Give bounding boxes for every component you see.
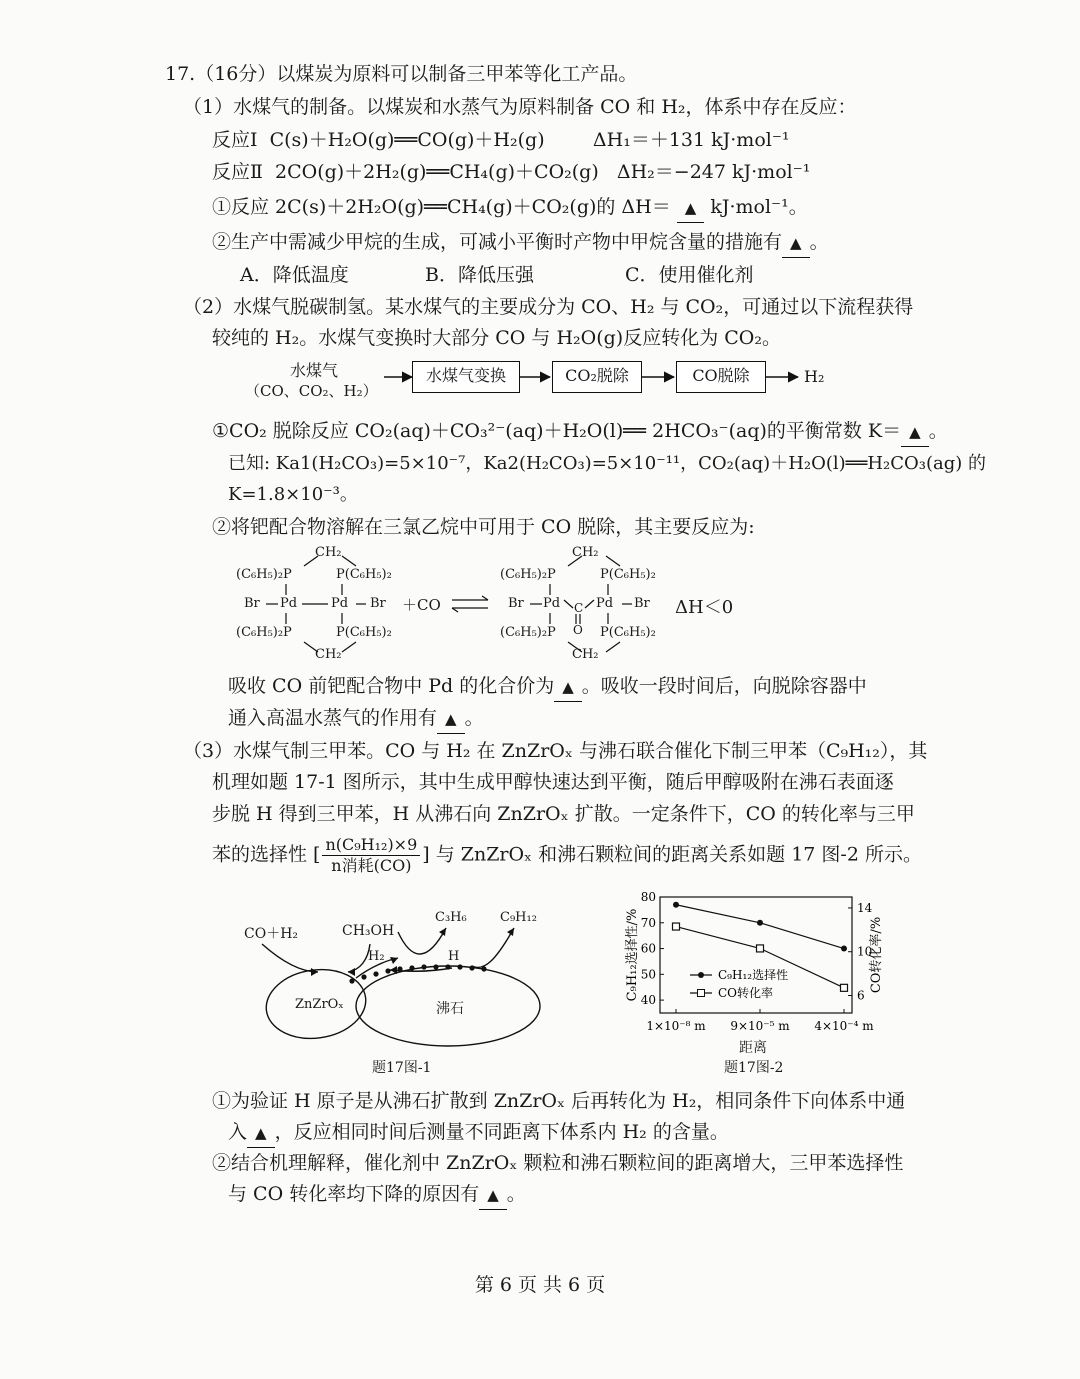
- question-3-1-a: ①为验证 H 原子是从沸石扩散到 ZnZrOₓ 后再转化为 H₂，相同条件下向体系中通: [212, 1090, 906, 1112]
- answer-blank[interactable]: ▲: [901, 418, 929, 447]
- flow-source-1: 水煤气: [290, 361, 339, 380]
- flow-source-2: （CO、CO₂、H₂）: [245, 382, 378, 400]
- option-b: B．降低压强: [425, 264, 534, 286]
- option-a: A．降低温度: [240, 264, 349, 286]
- left-tick-label: 80: [640, 890, 656, 904]
- br-right-2: Br: [634, 596, 650, 611]
- question-2-1-given-k: K=1.8×10⁻³。: [228, 484, 358, 505]
- q1-1-unit: kJ·mol⁻¹。: [710, 196, 808, 218]
- label-zeolite: 沸石: [436, 1001, 464, 1017]
- pd-right-2: Pd: [596, 596, 614, 611]
- flow-step-co2-removal: CO₂脱除: [552, 361, 642, 393]
- q2-2c-text: 通入高温水蒸气的作用有: [228, 707, 438, 729]
- series-point: [757, 920, 763, 926]
- q2-1-end: 。: [928, 420, 948, 442]
- series-line-0: [676, 905, 844, 949]
- label-znzrox: ZnZrOₓ: [295, 997, 344, 1012]
- ligand-right-bottom: P(C₆H₅)₂: [336, 625, 392, 640]
- series-point: [757, 945, 764, 952]
- label-c3h6: C₃H₆: [435, 910, 467, 925]
- label-co-h2: CO＋H₂: [244, 926, 299, 942]
- left-tick-label: 50: [640, 967, 656, 982]
- left-axis-label: C₉H₁₂选择性/%: [625, 908, 640, 1002]
- ch2-top-left: CH₂: [315, 545, 342, 560]
- q2-2b-text: 吸收 CO 前钯配合物中 Pd 的化合价为: [228, 675, 555, 697]
- legend-label: CO转化率: [718, 986, 774, 1000]
- series-point: [673, 902, 679, 908]
- ch2-bottom-right: CH₂: [572, 647, 599, 662]
- p3-line4-a: 苯的选择性 [: [212, 843, 321, 866]
- ligand-left-top-r: (C₆H₅)₂P: [500, 567, 556, 582]
- answer-blank[interactable]: ▲: [479, 1181, 507, 1210]
- part2-intro-1: （2）水煤气脱碳制氢。某水煤气的主要成分为 CO、H₂ 与 CO₂，可通过以下流程获得: [183, 296, 914, 318]
- q1-2-text: ②生产中需减少甲烷的生成，可减小平衡时产物中甲烷含量的措施有: [212, 231, 783, 253]
- fraction-numerator: n(C₉H₁₂)×9: [322, 835, 420, 856]
- q3-1b-text: 入: [228, 1121, 248, 1143]
- label-h: H: [448, 949, 460, 964]
- pd-left-1: Pd: [280, 596, 298, 611]
- legend-marker: [698, 990, 705, 997]
- answer-blank[interactable]: ▲: [677, 194, 705, 223]
- q1-2-end: 。: [809, 231, 829, 253]
- question-3-1-b: [228, 1118, 729, 1148]
- part1-intro: （1）水煤气的制备。以煤炭和水蒸气为原料制备 CO 和 H₂，体系中存在反应：: [183, 96, 857, 118]
- br-left-2: Br: [370, 596, 386, 611]
- x-tick-label: 9×10⁻⁵ m: [730, 1019, 790, 1033]
- legend-label: C₉H₁₂选择性: [718, 968, 789, 982]
- ligand-left-bottom-r: (C₆H₅)₂P: [500, 625, 556, 640]
- reaction-2: 反应Ⅱ 2CO(g)＋2H₂(g)══CH₄(g)＋CO₂(g) ΔH₂＝−247 kJ·mol⁻¹: [212, 161, 811, 183]
- br-right-1: Br: [508, 596, 524, 611]
- part3-line-3: 步脱 H 得到三甲苯，H 从沸石向 ZnZrOₓ 扩散。一定条件下，CO 的转化率与三甲: [212, 803, 915, 825]
- series-point: [673, 923, 680, 930]
- answer-blank[interactable]: ▲: [554, 673, 582, 702]
- q3-2b-text: 与 CO 转化率均下降的原因有: [228, 1183, 480, 1205]
- part3-line-1: （3）水煤气制三甲苯。CO 与 H₂ 在 ZnZrOₓ 与沸石联合催化下制三甲苯（C₉H₁₂），其: [183, 740, 928, 762]
- question-2-2: ②将钯配合物溶解在三氯乙烷中可用于 CO 脱除，其主要反应为:: [212, 516, 755, 538]
- ligand-right-bottom-r: P(C₆H₅)₂: [600, 625, 656, 640]
- option-c: C．使用催化剂: [625, 264, 754, 286]
- legend-marker: [698, 972, 704, 978]
- x-tick-label: 4×10⁻⁴ m: [814, 1019, 874, 1033]
- q3-1b-rest: ，反应相同时间后测量不同距离下体系内 H₂ 的含量。: [274, 1121, 729, 1143]
- right-tick-label: 6: [857, 988, 865, 1003]
- x-tick-label: 1×10⁻⁸ m: [646, 1019, 706, 1033]
- right-tick-label: 14: [857, 900, 873, 915]
- answer-blank[interactable]: ▲: [437, 705, 465, 734]
- label-c9h12: C₉H₁₂: [500, 910, 537, 925]
- figure-2-caption: 题17图-2: [724, 1060, 784, 1076]
- q3-2b-end: 。: [506, 1183, 526, 1205]
- left-tick-label: 40: [640, 993, 656, 1008]
- ch2-top-right: CH₂: [572, 545, 599, 560]
- left-tick-label: 60: [640, 941, 656, 956]
- answer-blank[interactable]: ▲: [247, 1119, 275, 1148]
- label-ch3oh: CH₃OH: [342, 923, 395, 939]
- right-tick-label: 10: [857, 944, 873, 959]
- flow-step-co-removal: CO脱除: [676, 361, 766, 393]
- question-2-1-given: 已知: Ka1(H₂CO₃)=5×10⁻⁷，Ka2(H₂CO₃)=5×10⁻¹¹，CO₂(aq)＋H₂O(l)══H₂CO₃(ag) 的: [228, 453, 987, 474]
- figure-1-caption: 题17图-1: [372, 1060, 432, 1076]
- carbonyl-c: C: [574, 601, 584, 615]
- q2-1-text: ①CO₂ 脱除反应 CO₂(aq)＋CO₃²⁻(aq)＋H₂O(l)══ 2HCO₃⁻(aq)的平衡常数 K＝: [212, 420, 902, 442]
- flow-step-shift: 水煤气变换: [412, 361, 520, 393]
- ch2-bottom-left: CH₂: [315, 647, 342, 662]
- right-axis-label: CO转化率/%: [869, 916, 884, 994]
- flow-product: H₂: [804, 367, 825, 386]
- br-left: Br: [244, 596, 260, 611]
- q2-2c-end: 。: [464, 707, 484, 729]
- series-point: [841, 984, 848, 991]
- part3-line-2: 机理如题 17-1 图所示，其中生成甲醇快速达到平衡，随后甲醇吸附在沸石表面逐: [212, 771, 894, 793]
- q2-2b-rest: 。吸收一段时间后，向脱除容器中: [581, 675, 867, 697]
- ligand-left-top: (C₆H₅)₂P: [236, 567, 292, 582]
- fraction-denominator: n消耗(CO): [331, 856, 412, 875]
- question-3-2-a: ②结合机理解释，催化剂中 ZnZrOₓ 颗粒和沸石颗粒间的距离增大，三甲苯选择性: [212, 1152, 904, 1174]
- carbonyl-o: O: [573, 623, 583, 637]
- pd-left-2: Pd: [331, 596, 349, 611]
- chart-xlabel: 距离: [739, 1040, 767, 1056]
- delta-h: ΔH＜0: [675, 597, 734, 618]
- ligand-left-bottom: (C₆H₅)₂P: [236, 625, 292, 640]
- reaction-1: 反应Ⅰ C(s)＋H₂O(g)══CO(g)＋H₂(g) ΔH₁＝＋131 kJ·mol⁻¹: [212, 129, 790, 151]
- left-tick-label: 70: [640, 915, 656, 930]
- part2-intro-2: 较纯的 H₂。水煤气变换时大部分 CO 与 H₂O(g)反应转化为 CO₂。: [212, 327, 781, 349]
- q1-1-text: ①反应 2C(s)＋2H₂O(g)══CH₄(g)＋CO₂(g)的 ΔH＝: [212, 196, 671, 218]
- answer-blank[interactable]: ▲: [782, 229, 810, 258]
- label-h2: H₂: [368, 949, 385, 964]
- pd-right-1: Pd: [543, 596, 561, 611]
- p3-line4-b: ] 与 ZnZrOₓ 和沸石颗粒间的距离关系如题 17 图-2 所示。: [422, 843, 922, 866]
- series-point: [841, 946, 847, 952]
- page-footer: 第 6 页 共 6 页: [474, 1274, 606, 1296]
- plus-co: ＋CO: [402, 596, 441, 614]
- question-3-2-b: [228, 1180, 526, 1210]
- question-title: 17.（16分）以煤炭为原料可以制备三甲苯等化工产品。: [165, 63, 638, 85]
- ligand-right-top: P(C₆H₅)₂: [336, 567, 392, 582]
- ligand-right-top-r: P(C₆H₅)₂: [600, 567, 656, 582]
